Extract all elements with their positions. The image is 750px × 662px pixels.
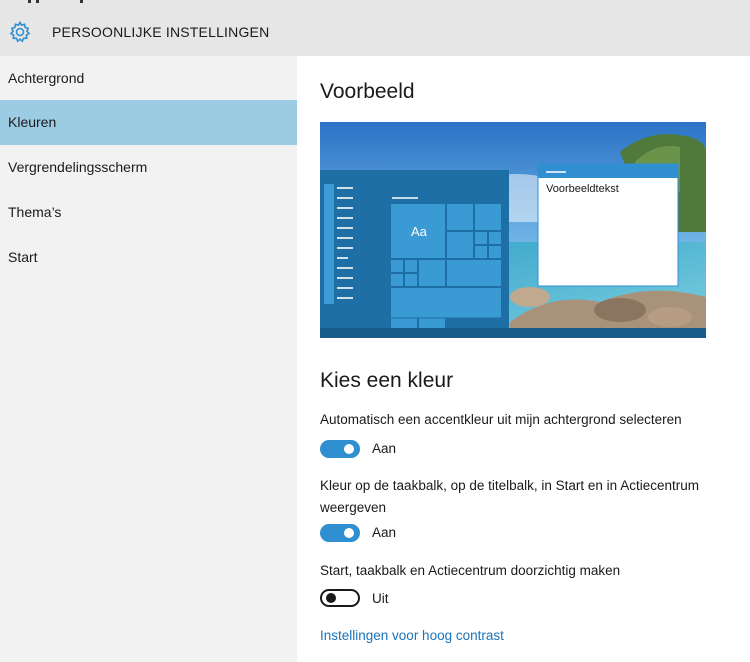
sidebar-item-kleuren[interactable]: Kleuren [0, 100, 297, 145]
color-taskbar-toggle[interactable] [320, 524, 360, 542]
title-bar-fragment [28, 0, 88, 4]
auto-accent-toggle[interactable] [320, 440, 360, 458]
preview-window-text: Voorbeeldtekst [546, 183, 619, 195]
setting-transparency-label: Start, taakbalk en Actiecentrum doorzichtig maken [320, 563, 621, 578]
main-content [297, 56, 750, 662]
sidebar [0, 56, 297, 662]
color-taskbar-state: Aan [372, 525, 397, 540]
preview-illustration [320, 122, 706, 338]
gear-icon[interactable] [8, 20, 32, 44]
preview-tile-text: Aa [411, 224, 427, 239]
auto-accent-state: Aan [372, 441, 397, 456]
setting-color-taskbar-label: Kleur op de taakbalk, op de titelbalk, in Start en in Actiecentrum weergeven [320, 478, 699, 515]
preview-image [320, 122, 706, 338]
toggle-knob [344, 528, 354, 538]
sidebar-item-vergrendelingsscherm[interactable]: Vergrendelingsscherm [8, 159, 148, 175]
page-title: PERSOONLIJKE INSTELLINGEN [52, 24, 270, 40]
setting-auto-accent-label: Automatisch een accentkleur uit mijn achtergrond selecteren [320, 412, 682, 427]
sidebar-item-start[interactable]: Start [8, 249, 38, 265]
transparency-toggle[interactable] [320, 589, 360, 607]
toggle-knob [326, 593, 336, 603]
color-heading: Kies een kleur [320, 369, 454, 392]
sidebar-item-achtergrond[interactable]: Achtergrond [8, 70, 85, 86]
sidebar-item-themas[interactable]: Thema’s [8, 204, 62, 220]
preview-heading: Voorbeeld [320, 80, 415, 103]
settings-header [0, 0, 750, 56]
toggle-knob [344, 444, 354, 454]
high-contrast-link[interactable]: Instellingen voor hoog contrast [320, 628, 504, 643]
transparency-state: Uit [372, 591, 389, 606]
